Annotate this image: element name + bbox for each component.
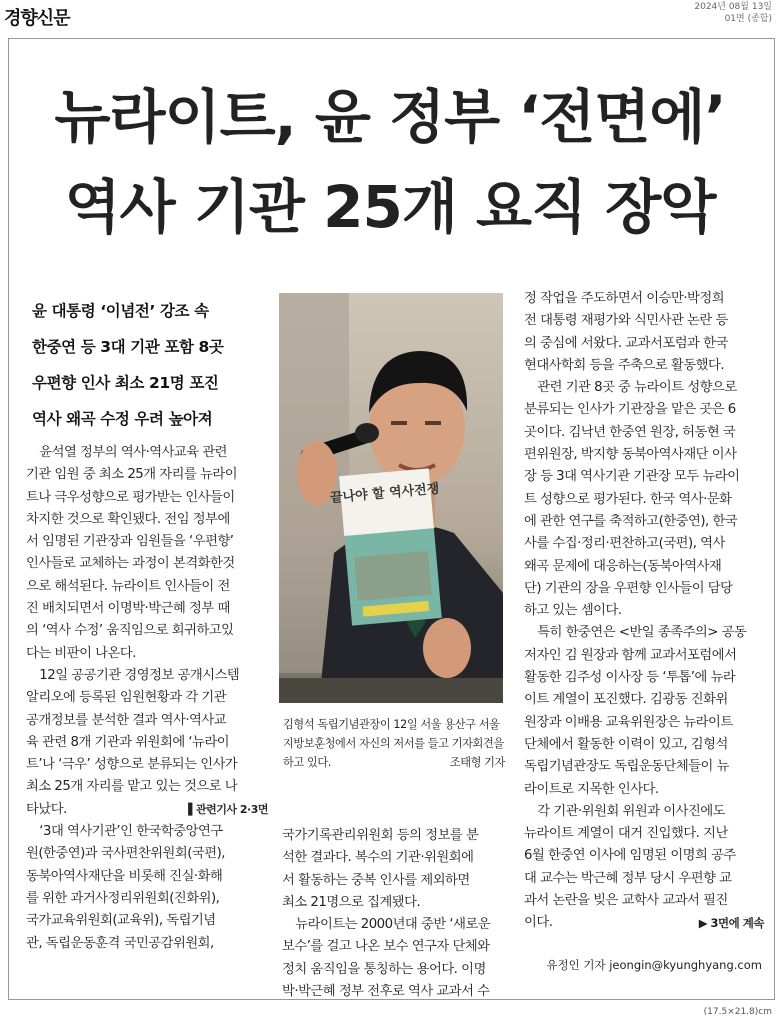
text-line: 의 중심에 서왔다. 교과서포럼과 한국 [524,335,728,351]
text-line: 곳이다. 김낙년 한중연 원장, 허동현 국 [524,424,736,440]
headline-line-1: 뉴라이트, 윤 정부 ‘전면에’ [54,83,726,151]
issue-info [694,1,772,25]
text-line: 라이트로 지목한 인사다. [524,781,659,797]
subhead: 우편향 인사 최소 21명 포진 [32,374,219,392]
text-line: 특히 한중연은 <반일 종족주의> 공동 [537,625,747,641]
article-column-1 [26,442,268,955]
text-line: 진 배치되면서 이명박·박근혜 정부 때 [26,601,230,617]
text-line: 의 ‘역사 수정’ 움직임으로 회귀하고있 [26,623,234,639]
text-line: 서 임명된 기관장과 임원들을 ‘우편향’ [26,534,234,550]
text-line: 정 작업을 주도하면서 이승만·박정희 [524,291,725,306]
photo-credit: 조태형 기자 [449,756,505,769]
text-line: 독립기념관장도 독립운동단체들이 뉴 [524,759,729,775]
photo-caption [283,715,505,772]
text-line: 인사들로 교체하는 과정이 본격화한것 [26,556,235,572]
text-line: 각 기관·위원회 위원과 이사진에도 [537,803,726,819]
text-line: 장 등 3대 역사기관 기관장 모두 뉴라이 [524,469,740,485]
size-note: (17.5×21.8)cm [703,1007,772,1017]
paragraph [524,622,764,800]
related-articles-ref: ▌관련기사 2·3면 [188,802,268,816]
text-line: 사를 수집·정리·편찬하고(국편), 역사 [524,536,725,552]
text-line: 국가교육위원회(교육위), 독립기념 [26,913,216,929]
paragraph [26,821,268,955]
text-line: 관, 독립운동훈격 국민공감위원회, [26,935,214,951]
text-line: 국가기록관리위원회 등의 정보를 분 [282,828,479,843]
text-line: 분류되는 인사가 기관장을 맡은 곳은 6 [524,402,736,418]
text-line [524,912,764,934]
paragraph [26,442,268,665]
text-line: 현대사학회 등을 주축으로 활동했다. [524,357,725,373]
subhead: 역사 왜곡 수정 우려 높아져 [32,410,213,428]
subheadline-deck [32,293,272,437]
issue-date: 2024년 08월 13일 [694,2,772,12]
text-line: 에 관한 연구를 축적하고(한중연), 한국 [524,513,738,529]
text-line: 단) 기관의 장을 우편향 인사들이 담당 [524,580,733,596]
text-line: 대 교수는 박근혜 정부 당시 우편향 교 [524,870,732,886]
text-line: 보수’를 걸고 나온 보수 연구자 단체와 [282,939,490,955]
text-line: ‘3대 역사기관’인 한국학중앙연구 [39,824,223,840]
text-line: 왜곡 문제에 대응하는(동북아역사재 [524,558,722,574]
text-line: 이트 계열이 포진했다. 김광동 진화위 [524,692,728,708]
masthead [0,0,780,36]
continued-link[interactable]: ▶ 3면에 계속 [698,916,764,931]
photo-illustration [279,293,503,703]
text-line: 활동한 김주성 이사장 등 ‘투톱’에 뉴라 [524,670,736,686]
text-line: 동북아역사재단을 비롯해 진실·화해 [26,868,223,884]
subhead: 한중연 등 3대 기관 포함 8곳 [32,338,224,356]
text-line: 트’나 ‘극우’ 성향으로 분류되는 인사가 [26,757,238,773]
text-line: 원장과 이배용 교육위원장은 뉴라이트 [524,714,733,730]
paragraph [282,825,507,914]
book-title-text: 끝나야 할 역사전쟁 [329,481,440,507]
paragraph [282,914,507,1003]
text-line: 뉴라이트 계열이 대거 진입했다. 지난 [524,826,728,842]
text-line: 박·박근혜 정부 전후로 역사 교과서 수 [282,984,490,1000]
text-line: 저자인 김 원장과 함께 교과서포럼에서 [524,647,737,663]
text-fragment: 이다. [524,915,553,931]
text-line: 알리오에 등록된 임원현황과 각 기관 [26,690,227,706]
text-fragment: 타났다. [26,801,67,817]
text-line: 윤석열 정부의 역사·역사교육 관련 [39,445,228,460]
text-line: 원(한중연)과 국사편찬위원회(국편), [26,846,226,862]
headline-line-2: 역사 기관 25개 요직 장악 [64,173,716,241]
text-line: 관련 기관 8곳 중 뉴라이트 성향으로 [537,380,737,396]
paragraph [524,288,764,377]
text-line: 트나 극우성향으로 평가받는 인사들이 [26,489,235,505]
newspaper-logo: 경향신문 [4,8,70,29]
news-photo [279,293,503,703]
article-column-2 [282,825,507,1003]
text-line: 를 위한 과거사정리위원회(진화위), [26,890,220,906]
text-line: 석한 결과다. 복수의 기관·위원회에 [282,850,474,866]
text-line: 6월 한중연 이사에 임명된 이명희 공주 [524,848,736,864]
paragraph [26,665,268,821]
caption-text: 김형석 독립기념관장이 12일 서울 용산구 서울지방보훈청에서 자신의 저서를 들고 기자회견을 하고 있다. [283,718,504,769]
text-line: 서 활동하는 중복 인사를 제외하면 [282,872,470,888]
text-line: 전 대통령 재평가와 식민사관 논란 등 [524,313,728,329]
text-line [26,799,268,821]
text-line: 기관 임원 중 최소 25개 자리를 뉴라이 [26,467,238,483]
text-line: 단체에서 활동한 이력이 있고, 김형석 [524,736,728,752]
text-line: 으로 해석된다. 뉴라이트 인사들이 전 [26,578,230,594]
paragraph [524,801,764,935]
issue-page: 01면 (종합) [724,14,772,24]
text-line: 다는 비판이 나온다. [26,645,136,661]
author-byline: 유정인 기자 jeongin@kyunghyang.com [546,958,762,972]
text-line: 공개정보를 분석한 결과 역사·역사교 [26,712,227,728]
text-line: 12일 공공기관 경영정보 공개시스템 [39,667,240,683]
article-column-3 [524,288,764,935]
subhead: 윤 대통령 ‘이념전’ 강조 속 [32,302,209,320]
text-line: 과서 논란을 빚은 교학사 교과서 필진 [524,893,728,909]
text-line: 최소 25개 자리를 맡고 있는 것으로 나 [26,779,238,795]
text-line: 육 관련 8개 기관과 위원회에 ‘뉴라이 [26,734,230,750]
text-line: 트 성향으로 평가된다. 한국 역사·문화 [524,491,732,507]
text-line: 편위원장, 박지향 동북아역사재단 이사 [524,447,737,463]
paragraph [524,377,764,622]
text-line: 정치 움직임을 통칭하는 용어다. 이명 [282,961,486,977]
text-line: 하고 있는 셈이다. [524,603,622,619]
text-line: 뉴라이트는 2000년대 중반 ‘새로운 [295,917,491,933]
text-line: 차지한 것으로 확인됐다. 전임 정부에 [26,511,230,527]
text-line: 최소 21명으로 집계됐다. [282,894,421,910]
